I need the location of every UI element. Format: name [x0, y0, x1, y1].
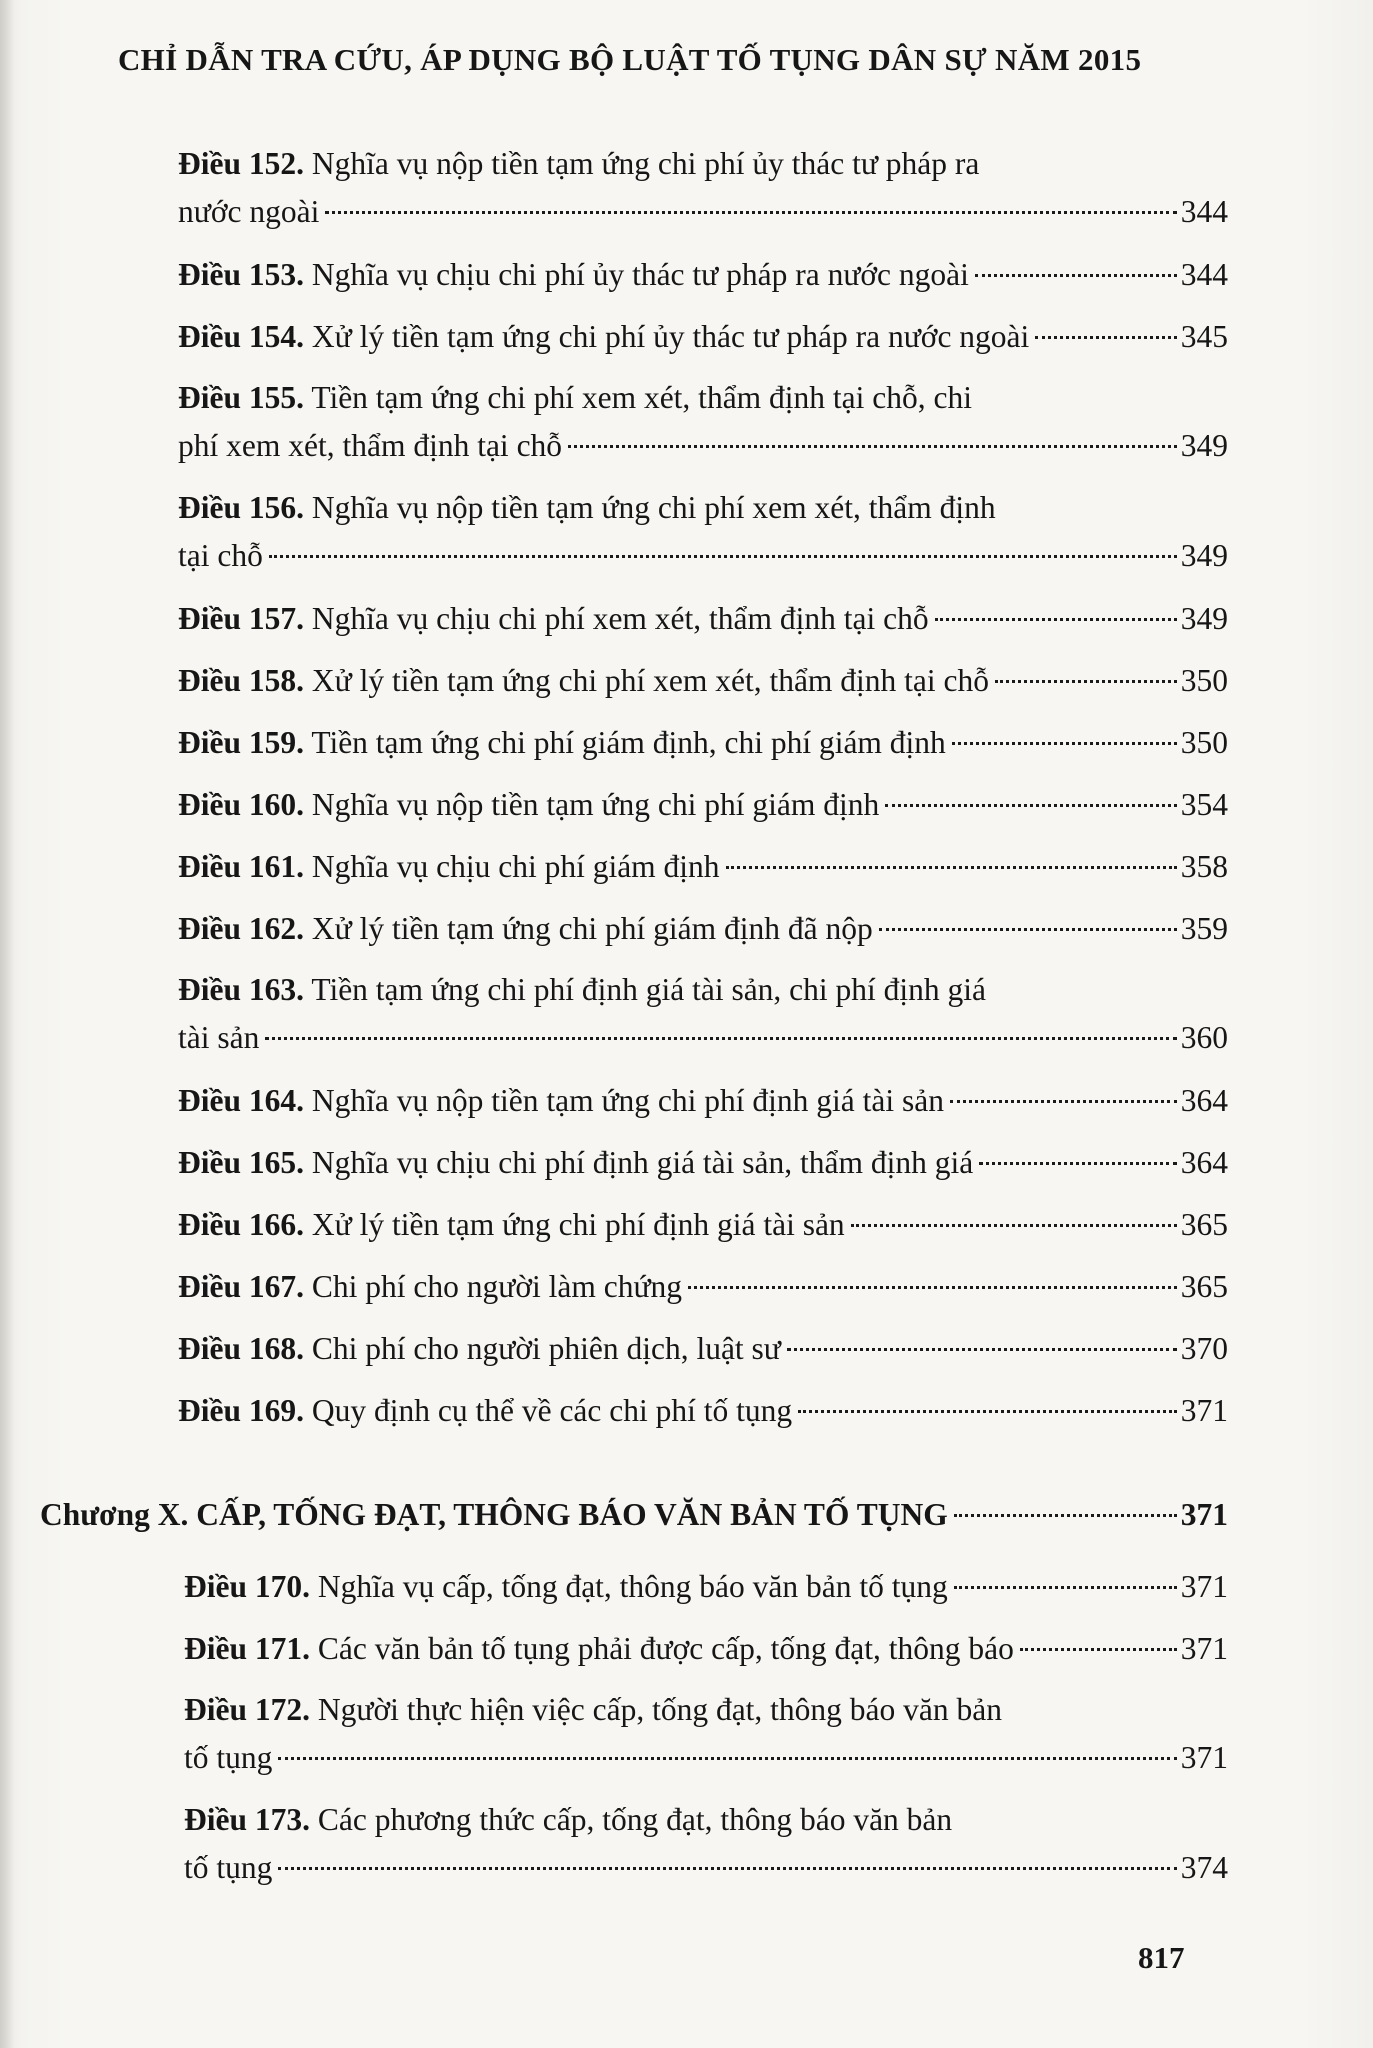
- toc-entry-label: Điều 155.: [178, 380, 304, 415]
- toc-entry-page: 358: [1180, 848, 1228, 884]
- toc-entry: [178, 374, 1228, 469]
- toc-entry-title: Nghĩa vụ nộp tiền tạm ứng chi phí giám định: [311, 786, 880, 822]
- dot-leader: [1020, 1624, 1177, 1659]
- dot-leader: [954, 1490, 1177, 1525]
- toc-entry-title: Nghĩa vụ cấp, tống đạt, thông báo văn bản tố tụng: [317, 1568, 948, 1604]
- dot-leader: [979, 1138, 1176, 1173]
- toc-entry-title: tài sản: [178, 1019, 260, 1055]
- toc-entry-page: 359: [1180, 910, 1228, 946]
- dot-leader: [726, 842, 1177, 877]
- dot-leader: [568, 421, 1177, 456]
- toc-entry-line: [184, 1733, 1228, 1781]
- toc-entry-page: 371: [1180, 1568, 1228, 1604]
- toc-entry-label: Điều 154.: [178, 318, 304, 354]
- toc-entry-page: 365: [1180, 1268, 1228, 1304]
- toc-entry-label: Điều 159.: [178, 724, 304, 760]
- toc-entry-label: Điều 160.: [178, 786, 304, 822]
- toc-entry: [184, 1796, 1228, 1891]
- toc-entry-title: Chi phí cho người làm chứng: [311, 1268, 683, 1304]
- toc-entry-label: Điều 163.: [178, 972, 304, 1007]
- toc-entry: [178, 1386, 1228, 1434]
- dot-leader: [879, 904, 1177, 939]
- toc-entry-page: 371: [1180, 1739, 1228, 1775]
- toc-entry-page: 365: [1180, 1206, 1228, 1242]
- toc-entry-label: Điều 166.: [178, 1206, 304, 1242]
- toc-entry-label: Điều 169.: [178, 1392, 304, 1428]
- dot-leader: [798, 1386, 1177, 1421]
- toc-entry-page: 371: [1180, 1392, 1228, 1428]
- toc-entry: [178, 1076, 1228, 1124]
- toc-entry-page: 354: [1180, 786, 1228, 822]
- dot-leader: [952, 718, 1177, 753]
- toc-entry: [178, 966, 1228, 1061]
- toc-entry-line: [178, 484, 1228, 531]
- toc-entry-title: Nghĩa vụ chịu chi phí xem xét, thẩm định tại chỗ: [311, 600, 929, 636]
- toc-entry-line: [178, 842, 1228, 890]
- toc-entry-line: [178, 904, 1228, 952]
- toc-entry-title: Nghĩa vụ chịu chi phí giám định: [311, 848, 720, 884]
- toc-entry-title: Người thực hiện việc cấp, tống đạt, thông báo văn bản: [317, 1692, 1003, 1727]
- toc-entry-page: 374: [1180, 1849, 1228, 1885]
- toc-entry-title: phí xem xét, thẩm định tại chỗ: [178, 427, 563, 463]
- toc-entry-page: 344: [1180, 256, 1228, 292]
- toc-entry-title: Nghĩa vụ nộp tiền tạm ứng chi phí xem xét, thẩm định: [311, 490, 996, 525]
- toc-entry-title: Quy định cụ thể về các chi phí tố tụng: [311, 1392, 793, 1428]
- toc-entry-line: [178, 374, 1228, 421]
- toc-entry-title: Tiền tạm ứng chi phí định giá tài sản, chi phí định giá: [311, 972, 987, 1007]
- toc-entry-page: 344: [1180, 193, 1228, 229]
- dot-leader: [935, 594, 1177, 629]
- toc-entry-line: [178, 1076, 1228, 1124]
- toc-entry-line: [178, 1138, 1228, 1186]
- toc-entry-label: Điều 165.: [178, 1144, 304, 1180]
- toc-entry-line: [178, 140, 1228, 187]
- page-number: 817: [1138, 1940, 1185, 1975]
- dot-leader: [950, 1076, 1177, 1111]
- toc-entry: [178, 904, 1228, 952]
- toc-entry: [184, 1624, 1228, 1672]
- toc-entry-label: Điều 162.: [178, 910, 304, 946]
- toc-entry-title: tố tụng: [184, 1849, 273, 1885]
- toc-entry-label: Điều 173.: [184, 1802, 310, 1837]
- toc-entry-label: Điều 164.: [178, 1082, 304, 1118]
- toc-entry-line: [178, 656, 1228, 704]
- toc-entry-line: [184, 1686, 1228, 1733]
- toc-entry: [178, 484, 1228, 579]
- toc-entry: [178, 1138, 1228, 1186]
- chapter-heading: [40, 1490, 1228, 1538]
- toc-entry-label: Điều 161.: [178, 848, 304, 884]
- toc-entry-title: Nghĩa vụ chịu chi phí ủy thác tư pháp ra nước ngoài: [311, 256, 969, 292]
- toc-entry-label: Điều 170.: [184, 1568, 310, 1604]
- dot-leader: [265, 1013, 1176, 1048]
- page-edge-shadow: [0, 0, 14, 2048]
- toc-entry-line: [178, 187, 1228, 235]
- toc-entry: [178, 1200, 1228, 1248]
- toc-entry-title: nước ngoài: [178, 193, 320, 229]
- toc-entry-label: Điều 156.: [178, 490, 304, 525]
- toc-entry-page: 349: [1180, 427, 1228, 463]
- toc-entry-page: 364: [1180, 1144, 1228, 1180]
- toc-entry-page: 360: [1180, 1019, 1228, 1055]
- toc-entry: [184, 1562, 1228, 1610]
- toc-entry-label: Điều 171.: [184, 1630, 310, 1666]
- toc-entry-title: Chi phí cho người phiên dịch, luật sư: [311, 1330, 781, 1366]
- toc-entry-line: [178, 718, 1228, 766]
- toc-entry-line: [178, 1386, 1228, 1434]
- toc-entry-page: 350: [1180, 724, 1228, 760]
- toc-entry-title: Các văn bản tố tụng phải được cấp, tống đạt, thông báo: [317, 1630, 1014, 1666]
- toc-entry-title: Các phương thức cấp, tống đạt, thông báo văn bản: [317, 1802, 953, 1837]
- running-header: CHỈ DẪN TRA CỨU, ÁP DỤNG BỘ LUẬT TỐ TỤNG DÂN SỰ NĂM 2015: [118, 42, 1142, 77]
- toc-entry-line: [178, 966, 1228, 1013]
- toc-entry-title: Nghĩa vụ chịu chi phí định giá tài sản, thẩm định giá: [311, 1144, 974, 1180]
- toc-entry: [178, 594, 1228, 642]
- dot-leader: [278, 1733, 1176, 1768]
- toc-entry: [178, 656, 1228, 704]
- toc-entry-line: [178, 1324, 1228, 1372]
- toc-entry-label: Điều 172.: [184, 1692, 310, 1727]
- toc-entry-title: Xử lý tiền tạm ứng chi phí giám định đã nộp: [311, 910, 873, 946]
- toc-entry-title: Nghĩa vụ nộp tiền tạm ứng chi phí định giá tài sản: [311, 1082, 944, 1118]
- toc-entry: [178, 1262, 1228, 1310]
- toc-entry-label: Điều 157.: [178, 600, 304, 636]
- toc-entry: [184, 1686, 1228, 1781]
- toc-entry-line: [178, 531, 1228, 579]
- toc-entry-label: Điều 168.: [178, 1330, 304, 1366]
- dot-leader: [995, 656, 1177, 691]
- dot-leader: [851, 1200, 1177, 1235]
- toc-entry-line: [178, 594, 1228, 642]
- toc-entry-page: 345: [1180, 318, 1228, 354]
- dot-leader: [954, 1562, 1177, 1597]
- dot-leader: [278, 1843, 1176, 1878]
- toc-entry: [178, 140, 1228, 235]
- toc-entry-label: Điều 167.: [178, 1268, 304, 1304]
- toc-entry-title: Tiền tạm ứng chi phí xem xét, thẩm định tại chỗ, chi: [311, 380, 972, 415]
- toc-entry-page: 364: [1180, 1082, 1228, 1118]
- toc-entry-line: [178, 1200, 1228, 1248]
- toc-entry-label: Điều 153.: [178, 256, 304, 292]
- toc-entry-line: [178, 780, 1228, 828]
- toc-entry-line: [178, 1262, 1228, 1310]
- toc-entry-title: tại chỗ: [178, 537, 263, 573]
- toc-entry-title: tố tụng: [184, 1739, 273, 1775]
- toc-entry: [178, 250, 1228, 298]
- dot-leader: [885, 780, 1177, 815]
- toc-entry: [178, 842, 1228, 890]
- toc-entry-title: Nghĩa vụ nộp tiền tạm ứng chi phí ủy thác tư pháp ra: [311, 146, 980, 181]
- toc-entry-line: [184, 1624, 1228, 1672]
- toc-entry-line: [178, 312, 1228, 360]
- toc-entry: [178, 718, 1228, 766]
- toc-entry-line: [184, 1562, 1228, 1610]
- toc-entry-page: 350: [1180, 662, 1228, 698]
- toc-entry-line: [178, 250, 1228, 298]
- toc-entry-line: [184, 1843, 1228, 1891]
- chapter-title: Chương X. CẤP, TỐNG ĐẠT, THÔNG BÁO VĂN BẢN TỐ TỤNG: [40, 1496, 948, 1532]
- toc-entry-line: [178, 1013, 1228, 1061]
- toc-entry-title: Xử lý tiền tạm ứng chi phí ủy thác tư pháp ra nước ngoài: [311, 318, 1030, 354]
- toc-entry-title: Xử lý tiền tạm ứng chi phí định giá tài sản: [311, 1206, 845, 1242]
- toc-entry-label: Điều 158.: [178, 662, 304, 698]
- toc-entry-title: Tiền tạm ứng chi phí giám định, chi phí giám định: [311, 724, 946, 760]
- dot-leader: [325, 187, 1176, 222]
- dot-leader: [787, 1324, 1177, 1359]
- toc-entry-page: 349: [1180, 537, 1228, 573]
- dot-leader: [1035, 312, 1176, 347]
- dot-leader: [688, 1262, 1177, 1297]
- toc-entry-page: 371: [1180, 1630, 1228, 1666]
- toc-entry-line: [178, 421, 1228, 469]
- toc-entry-title: Xử lý tiền tạm ứng chi phí xem xét, thẩm định tại chỗ: [311, 662, 990, 698]
- toc-entry: [178, 312, 1228, 360]
- dot-leader: [269, 531, 1177, 566]
- chapter-page: 371: [1180, 1496, 1228, 1532]
- toc-entry-page: 370: [1180, 1330, 1228, 1366]
- toc-entry-line: [184, 1796, 1228, 1843]
- toc-entry-page: 349: [1180, 600, 1228, 636]
- toc-entry: [178, 780, 1228, 828]
- toc-entry-label: Điều 152.: [178, 146, 304, 181]
- toc-entry: [178, 1324, 1228, 1372]
- dot-leader: [975, 250, 1177, 285]
